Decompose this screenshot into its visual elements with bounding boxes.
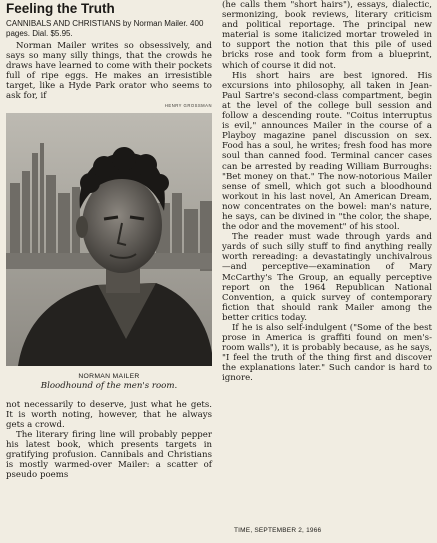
- author-photo: [6, 113, 212, 366]
- left-column: [6, 0, 212, 480]
- paragraph: Norman Mailer writes so obsessively, and says so many silly things, that the crowds he draws have learned to come with their pockets full of ripe eggs. He makes an irresistible target, like a Hyde Park orator who seems to ask for, if: [6, 41, 212, 102]
- paragraph: The literary firing line will probably pepper his latest book, which presents targets in gratifying profusion. Cannibals and Christians is mostly warmed-over Mailer: a scatter of pseudo poems: [6, 429, 212, 481]
- paragraph: (he calls them "short hairs"), essays, dialectic, sermonizing, book reviews, literary criticism and political reportage. The principal new material is some italicized mortar troweled in to support the notion that this pile of used bricks rose and took form from a blueprint, which of course it did not.: [222, 0, 432, 71]
- book-info: CANNIBALS AND CHRISTIANS by Norman Mailer. 400 pages. Dial. $5.95.: [6, 19, 204, 38]
- paragraph: His short hairs are best ignored. His excursions into philosophy, all taken in Jean-Paul Sartre's second-class compartment, begin at the level of the college bull session and follow a descending route. "Coitus interruptus is evil," announces Mailer in the course of a Playboy magazine panel discussion on sex. Food has a soul, he writes; fresh food has more soul than canned food. Terminal cancer cases can be arrested by reading William Burroughs: "Bet money on that." The now-notorious Mailer sense of smell, which got such a bloodhound workout in his last novel, An American Dream, now concentrates on the bowel: man's nature, he says, can be divined in "the color, the shape, the odor and the movement" of his stool.: [222, 70, 432, 233]
- right-column: [222, 0, 432, 384]
- photo-caption-subtitle: Bloodhound of the men's room.: [40, 380, 178, 391]
- page-footer: TIME, SEPTEMBER 2, 1966: [234, 527, 322, 534]
- photo-caption-name: NORMAN MAILER: [78, 372, 140, 380]
- paragraph: If he is also self-indulgent ("Some of the best prose in America is graffiti found on men's-room walls"), it is probably because, as he says, "I feel the truth of the thing first and discover the explanations later." Such candor is hard to ignore.: [222, 323, 432, 384]
- paragraph: not necessarily to deserve, just what he gets. It is worth noting, however, that he always gets a crowd.: [6, 399, 212, 430]
- photo-credit: HENRY GROSSMAN: [164, 102, 212, 108]
- article-heading: Feeling the Truth: [6, 1, 115, 16]
- paragraph: The reader must wade through yards and yards of such silly stuff to find anything really worth rereading: a devastatingly unchivalrous—and perceptive—examination of Mary McCarthy's The Group, an equally perceptive report on the 1964 Republican National Convention, a quick survey of contemporary fiction that should rank Mailer among the better critics today.: [222, 232, 432, 323]
